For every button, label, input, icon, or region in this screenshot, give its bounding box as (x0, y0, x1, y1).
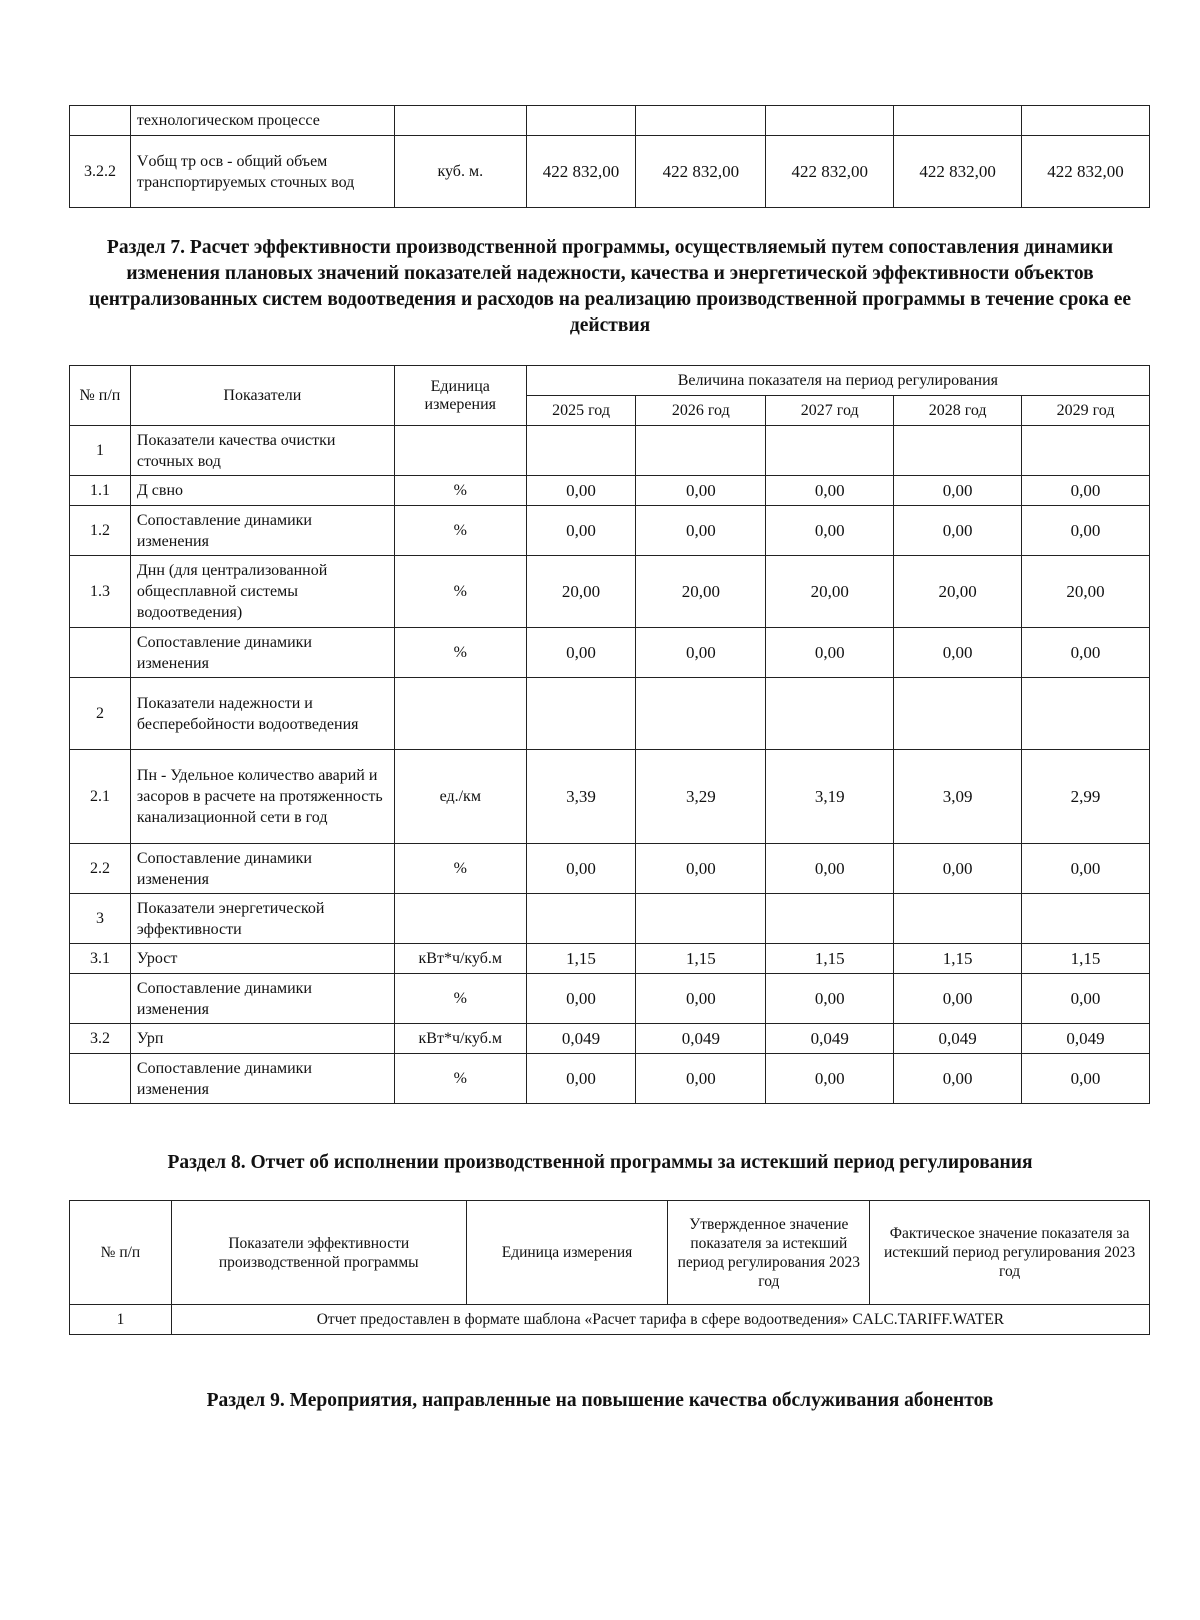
table-row: 3.2 Урп кВт*ч/куб.м 0,049 0,049 0,049 0,049 0,049 (70, 1024, 1150, 1054)
table-row: 3.2.2 Vобщ тр осв - общий объем транспортируемых сточных вод куб. м. 422 832,00 422 832,00 422 832,00 422 832,00 422 832,00 (70, 136, 1150, 208)
header-no: № п/п (70, 366, 131, 426)
section-8-table (69, 1200, 1150, 1335)
header-year: 2026 год (636, 396, 766, 426)
header-name: Показатели (130, 366, 394, 426)
header-approved: Утвержденное значение показателя за истекший период регулирования 2023 год (668, 1201, 870, 1305)
header-year: 2029 год (1022, 396, 1150, 426)
table-row: технологическом процессе (70, 106, 1150, 136)
table-row: 1 Отчет предоставлен в формате шаблона «Расчет тарифа в сфере водоотведения» CALC.TARIFF.WATER (70, 1305, 1150, 1335)
header-unit: Единица измерения (466, 1201, 668, 1305)
header-name: Показатели эффективности производственной программы (171, 1201, 466, 1305)
table-row: 1.3 Днн (для централизованной общесплавной системы водоотведения) % 20,00 20,00 20,00 20,00 20,00 (70, 556, 1150, 628)
header-period: Величина показателя на период регулирования (526, 366, 1149, 396)
table-row: 1.1 Д свно % 0,00 0,00 0,00 0,00 0,00 (70, 476, 1150, 506)
table-row: Сопоставление динамики изменения % 0,00 0,00 0,00 0,00 0,00 (70, 628, 1150, 678)
table-row: 3.1 Урост кВт*ч/куб.м 1,15 1,15 1,15 1,15 1,15 (70, 944, 1150, 974)
header-unit: Единица измерения (394, 366, 526, 426)
section-7-title: Раздел 7. Расчет эффективности производственной программы, осуществляемый путем сопоставления динамики изменения плановых значений показателей надежности, качества и энергетической эффективности объектов централизованных систем водоотведения и расходов на реализацию производственной программы в течение срока ее действия (88, 237, 1132, 336)
header-year: 2025 год (526, 396, 636, 426)
table-row: Сопоставление динамики изменения % 0,00 0,00 0,00 0,00 0,00 (70, 1054, 1150, 1104)
table-header-row (70, 1201, 1150, 1305)
table-row: 1.2 Сопоставление динамики изменения % 0,00 0,00 0,00 0,00 0,00 (70, 506, 1150, 556)
header-actual: Фактическое значение показателя за истекший период регулирования 2023 год (870, 1201, 1150, 1305)
section-9-title: Раздел 9. Мероприятия, направленные на повышение качества обслуживания абонентов (206, 1390, 994, 1411)
table-row: Сопоставление динамики изменения % 0,00 0,00 0,00 0,00 0,00 (70, 974, 1150, 1024)
header-no: № п/п (70, 1201, 172, 1305)
table-header-row (70, 366, 1150, 396)
section-8-title: Раздел 8. Отчет об исполнении производственной программы за истекший период регулирования (167, 1152, 1033, 1173)
table-row: 2 Показатели надежности и бесперебойности водоотведения (70, 678, 1150, 750)
continuation-table (69, 105, 1150, 208)
section-7-table (69, 365, 1150, 1104)
header-year: 2028 год (894, 396, 1022, 426)
table-row: 2.1 Пн - Удельное количество аварий и засоров в расчете на протяженность канализационной сети в год ед./км 3,39 3,29 3,19 3,09 2,99 (70, 750, 1150, 844)
table-row: 3 Показатели энергетической эффективности (70, 894, 1150, 944)
table-row: 1 Показатели качества очистки сточных вод (70, 426, 1150, 476)
header-year: 2027 год (766, 396, 894, 426)
table-row: 2.2 Сопоставление динамики изменения % 0,00 0,00 0,00 0,00 0,00 (70, 844, 1150, 894)
